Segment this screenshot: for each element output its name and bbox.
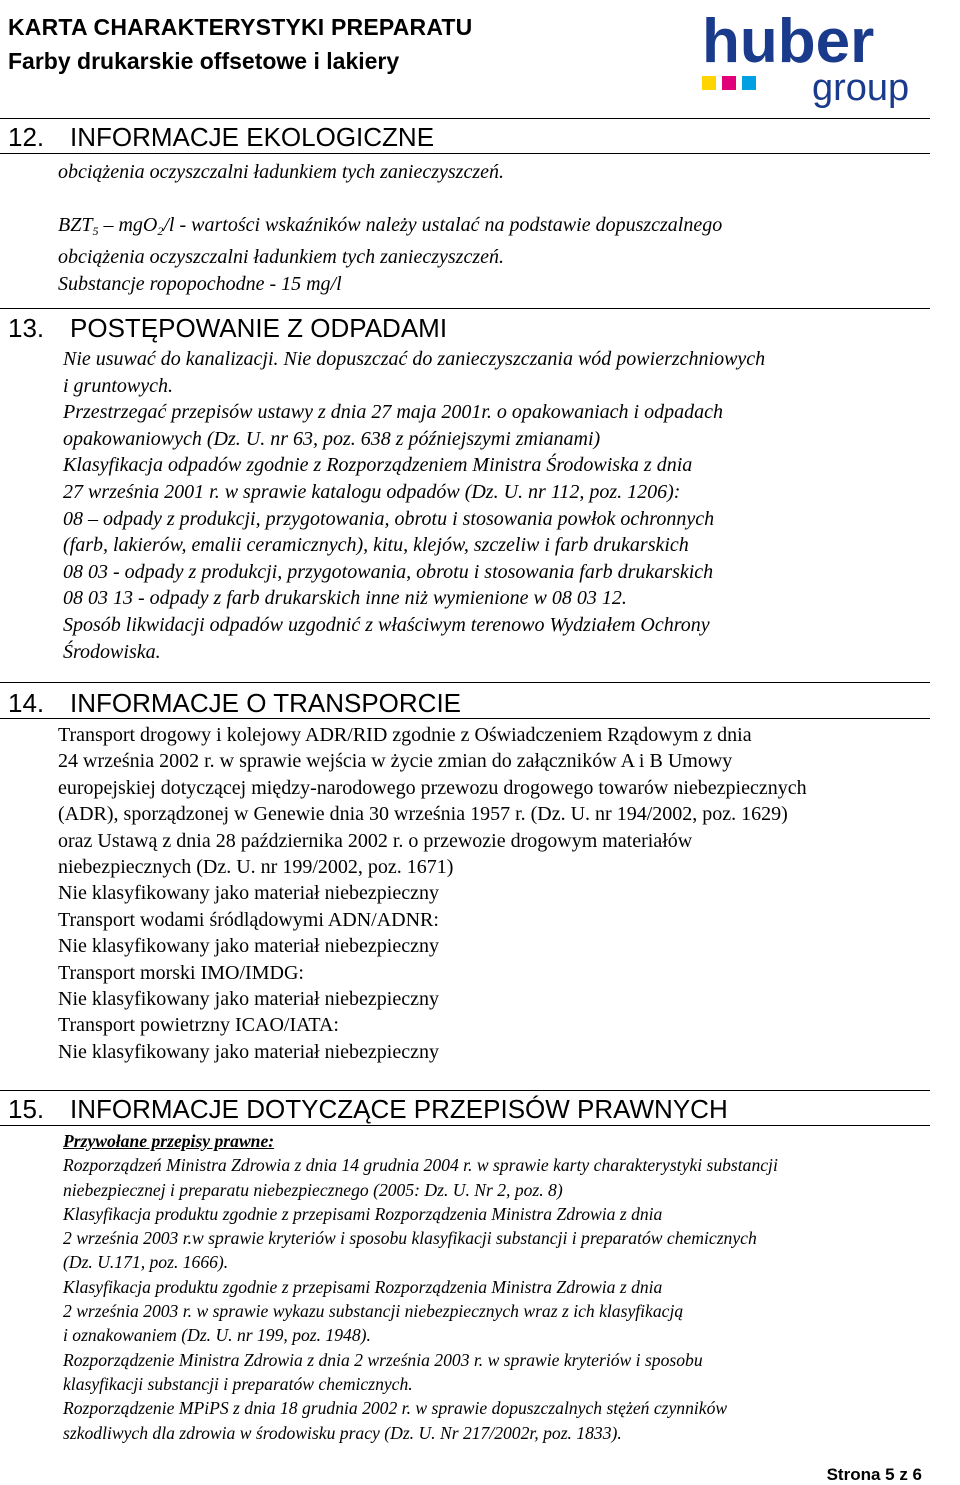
section-13-line: opakowaniowych (Dz. U. nr 63, poz. 638 z późniejszymi zmianami)	[63, 427, 601, 450]
section-12-body	[58, 159, 722, 297]
section-13-rule	[0, 308, 930, 309]
section-15-line: Klasyfikacja produktu zgodnie z przepisami Rozporządzenia Ministra Zdrowia z dnia	[63, 1203, 663, 1224]
section-14-number: 14.	[8, 688, 45, 718]
section-12-rule	[0, 118, 930, 119]
section-14-line: Nie klasyfikowany jako materiał niebezpieczny	[58, 1040, 439, 1063]
huber-group-logo	[700, 4, 930, 108]
logo-graphic	[700, 4, 930, 108]
section-13-line: Klasyfikacja odpadów zgodnie z Rozporządzeniem Ministra Środowiska z dnia	[63, 454, 693, 477]
section-13-line: Nie usuwać do kanalizacji. Nie dopuszczać do zanieczyszczania wód powierzchniowych	[63, 348, 766, 370]
section-14-title: INFORMACJE O TRANSPORCIE	[70, 688, 462, 718]
section-13-line: 08 – odpady z produkcji, przygotowania, obrotu i stosowania powłok ochronnych	[63, 507, 715, 530]
logo-square-cyan	[742, 76, 756, 90]
section-15-rule	[0, 1090, 930, 1091]
section-14-line: Transport wodami śródlądowymi ADN/ADNR:	[58, 908, 439, 931]
section-13-title: POSTĘPOWANIE Z ODPADAMI	[70, 313, 448, 343]
section-14-line: niebezpiecznych (Dz. U. nr 199/2002, poz. 1671)	[58, 856, 454, 879]
section-14-line: Nie klasyfikowany jako materiał niebezpieczny	[58, 935, 439, 958]
section-15-line: 2 września 2003 r. w sprawie wykazu substancji niebezpiecznych wraz z ich klasyfikacją	[63, 1301, 684, 1322]
section-15-line: klasyfikacji substancji i preparatów chemicznych.	[63, 1373, 413, 1394]
section-12-bzt-line: $BZT_5 - mgO_2/l$ - wartości wskaźników należy ustalać na podstawie dopuszczalnego	[58, 213, 723, 238]
section-14-rule	[0, 682, 930, 683]
logo-word-group: group	[812, 67, 910, 108]
section-13-line: (farb, lakierów, emalii ceramicznych), kitu, klejów, szczeliw i farb drukarskich	[63, 534, 689, 557]
section-15-line: Klasyfikacja produktu zgodnie z przepisami Rozporządzenia Ministra Zdrowia z dnia	[63, 1276, 663, 1297]
section-14-line: oraz Ustawą z dnia 28 października 2002 r. o przewozie drogowym materiałów	[58, 829, 693, 852]
section-13-body	[63, 346, 765, 665]
section-13-line: 08 03 13 - odpady z farb drukarskich inne niż wymienione w 08 03 12.	[63, 587, 627, 610]
section-13-line: 08 03 - odpady z produkcji, przygotowania, obrotu i stosowania farb drukarskich	[63, 560, 714, 583]
section-13-line: Przestrzegać przepisów ustawy z dnia 27 maja 2001r. o opakowaniach i odpadach	[63, 401, 723, 424]
section-14-title-underline	[0, 718, 930, 719]
section-15-line: i oznakowaniem (Dz. U. nr 199, poz. 1948).	[63, 1325, 371, 1346]
section-15-line: 2 września 2003 r.w sprawie kryteriów i sposobu klasyfikacji substancji i preparatów chemicznych	[63, 1228, 757, 1249]
section-14-line: Transport morski IMO/IMDG:	[58, 961, 304, 984]
section-15-title: INFORMACJE DOTYCZĄCE PRZEPISÓW PRAWNYCH	[70, 1094, 728, 1124]
section-12-title: INFORMACJE EKOLOGICZNE	[70, 122, 435, 152]
section-14-line: Nie klasyfikowany jako materiał niebezpieczny	[58, 882, 439, 905]
section-14-line: Transport powietrzny ICAO/IATA:	[58, 1014, 339, 1037]
section-12-title-underline	[0, 153, 930, 154]
section-12-line: obciążenia oczyszczalni ładunkiem tych zanieczyszczeń.	[58, 161, 505, 183]
document-subtitle: Farby drukarskie offsetowe i lakiery	[8, 48, 400, 74]
section-15-number: 15.	[8, 1094, 45, 1124]
section-13-line: Sposób likwidacji odpadów uzgodnić z właściwym terenowo Wydziałem Ochrony	[63, 613, 710, 636]
section-15-line: Rozporządzenie MPiPS z dnia 18 grudnia 2002 r. w sprawie dopuszczalnych stężeń czynników	[63, 1398, 728, 1419]
section-13-line: i gruntowych.	[63, 374, 173, 397]
section-15-line: Rozporządzenie Ministra Zdrowia z dnia 2 września 2003 r. w sprawie kryteriów i sposobu	[63, 1349, 703, 1370]
page-number: Strona 5 z 6	[826, 1465, 922, 1484]
section-15-heading	[8, 1094, 728, 1125]
section-14-heading	[8, 688, 461, 719]
section-14-line: 24 września 2002 r. w sprawie wejścia w życie zmian do załączników A i B Umowy	[58, 750, 733, 773]
section-12-number: 12.	[8, 122, 45, 152]
section-14-line: europejskiej dotyczącej między-narodowego przewozu drogowego towarów niebezpiecznych	[58, 776, 807, 799]
section-14-line: Nie klasyfikowany jako materiał niebezpieczny	[58, 988, 439, 1011]
section-13-line: Środowiska.	[63, 640, 161, 663]
section-14-line: Transport drogowy i kolejowy ADR/RID zgodnie z Oświadczeniem Rządowym z dnia	[58, 724, 752, 746]
section-15-line: Rozporządzeń Ministra Zdrowia z dnia 14 grudnia 2004 r. w sprawie karty charakterystyki substancji	[63, 1155, 778, 1176]
section-15-line: (Dz. U.171, poz. 1666).	[63, 1252, 229, 1273]
section-15-line: szkodliwych dla zdrowia w środowisku pracy (Dz. U. Nr 217/2002r, poz. 1833).	[63, 1422, 622, 1443]
section-13-number: 13.	[8, 313, 45, 343]
logo-square-magenta	[722, 76, 736, 90]
document-title: KARTA CHARAKTERYSTYKI PREPARATU	[8, 14, 473, 40]
section-15-title-underline	[0, 1125, 930, 1126]
logo-square-yellow	[702, 76, 716, 90]
logo-word-huber: huber	[702, 7, 875, 76]
section-14-body	[58, 722, 807, 1065]
section-12-heading	[8, 122, 434, 153]
section-12-line: obciążenia oczyszczalni ładunkiem tych zanieczyszczeń.	[58, 246, 505, 268]
section-13-line: 27 września 2001 r. w sprawie katalogu odpadów (Dz. U. nr 112, poz. 1206):	[63, 480, 681, 503]
section-14-line: (ADR), sporządzonej w Genewie dnia 30 września 1957 r. (Dz. U. nr 194/2002, poz. 1629)	[58, 803, 788, 826]
section-15-line: niebezpiecznej i preparatu niebezpiecznego (2005: Dz. U. Nr 2, poz. 8)	[63, 1179, 563, 1200]
section-15-body	[63, 1129, 778, 1445]
section-12-line: Substancje ropopochodne - 15 mg/l	[58, 272, 342, 295]
legal-references-heading: Przywołane przepisy prawne:	[63, 1131, 275, 1151]
section-13-heading	[8, 313, 447, 344]
